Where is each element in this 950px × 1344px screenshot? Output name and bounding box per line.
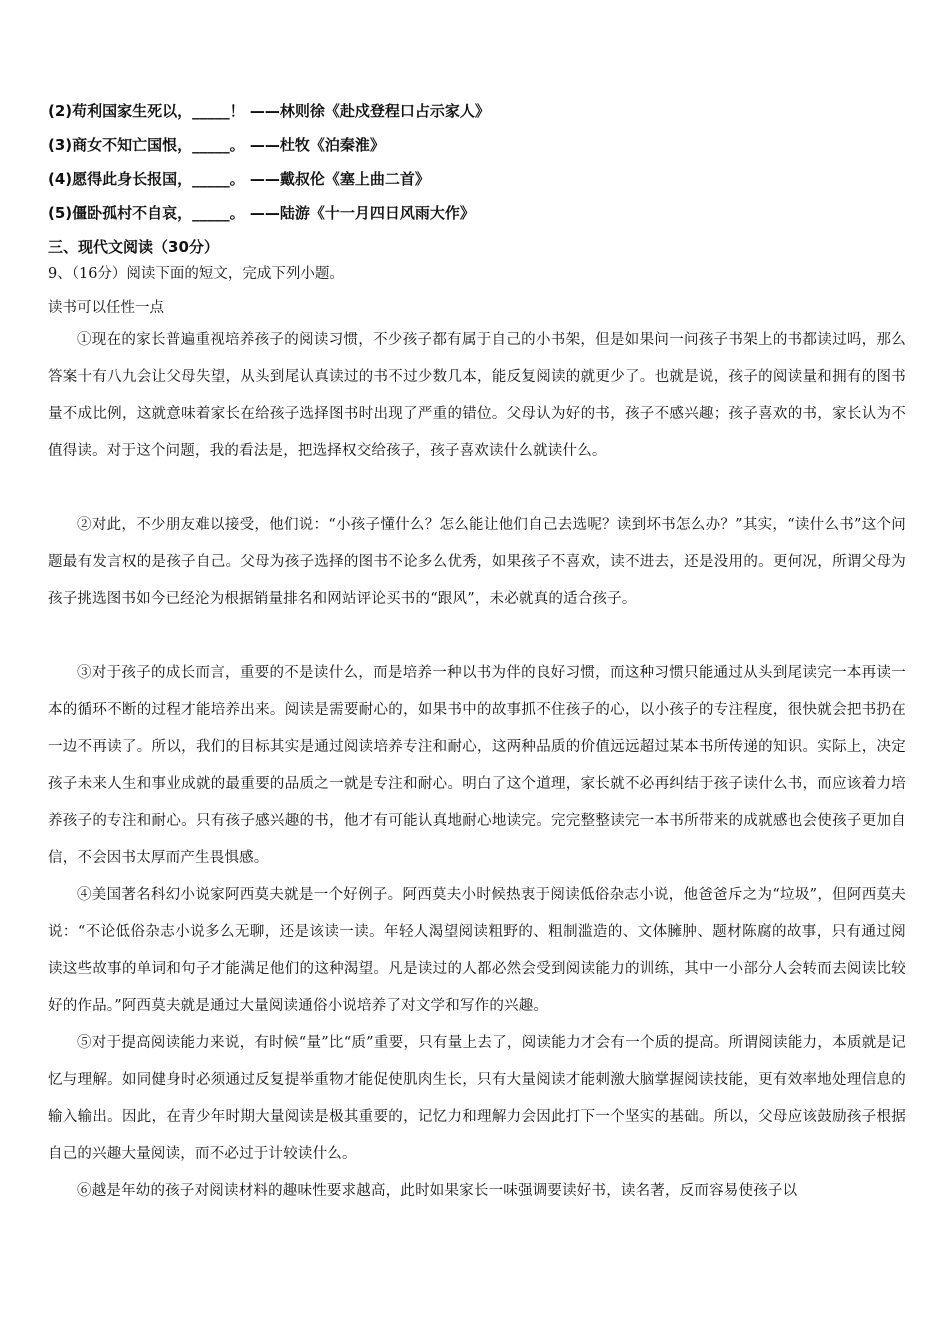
- paragraph-3: ③对于孩子的成长而言，重要的不是读什么，而是培养一种以书为伴的良好习惯，而这种习惯只能通过从头到尾读完一本再读一本的循环不断的过程才能培养出来。阅读是需要耐心的，如果书中的故事抓不住孩子的心，以小孩子的专注程度，很快就会把书扔在一边不再读了。所以，我们的目标其实是通过阅读培养专注和耐心，这两种品质的价值远远超过某本书所传递的知识。实际上，决定孩子未来人生和事业成就的最重要的品质之一就是专注和耐心。明白了这个道理，家长就不必再纠结于孩子读什么书，而应该着力培养孩子的专注和耐心。只有孩子感兴趣的书，他才有可能认真地耐心地读完。完完整整读完一本书所带来的成就感也会使孩子更加自信，不会因书太厚而产生畏惧感。: [48, 665, 906, 866]
- question-4: (4)愿得此身长报国，_____。 ——戴叔伦《塞上曲二首》: [48, 170, 430, 188]
- question-9-intro: 9、（16分）阅读下面的短文，完成下列小题。: [48, 266, 344, 282]
- question-2: (2)苟利国家生死以，_____！ ——林则徐《赴戍登程口占示家人》: [48, 102, 490, 120]
- paragraph-5: ⑤对于提高阅读能力来说，有时候“量”比“质”重要，只有量上去了，阅读能力才会有一个质的提高。所谓阅读能力，本质就是记忆与理解。如同健身时必须通过反复提举重物才能促使肌肉生长，只有大量阅读才能刺激大脑掌握阅读技能，更有效率地处理信息的输入输出。因此，在青少年时期大量阅读是极其重要的，记忆力和理解力会因此打下一个坚实的基础。所以，父母应该鼓励孩子根据自己的兴趣大量阅读，而不必过于计较读什么。: [48, 1035, 906, 1162]
- paragraph-6: ⑥越是年幼的孩子对阅读材料的趣味性要求越高，此时如果家长一味强调要读好书，读名著，反而容易使孩子以: [77, 1183, 798, 1199]
- paragraph-4: ④美国著名科幻小说家阿西莫夫就是一个好例子。阿西莫夫小时候热衷于阅读低俗杂志小说，他爸爸斥之为“垃圾”，但阿西莫夫说：“不论低俗杂志小说多么无聊，还是该读一读。年轻人渴望阅读粗野的、粗制滥造的、文体臃肿、题材陈腐的故事，只有通过阅读这些故事的单词和句子才能满足他们的这种渴望。凡是读过的人都必然会受到阅读能力的训练，其中一小部分人会转而去阅读比较好的作品。”阿西莫夫就是通过大量阅读通俗小说培养了对文学和写作的兴趣。: [48, 887, 906, 1014]
- article-title: 读书可以任性一点: [48, 300, 164, 316]
- paragraph-1: ①现在的家长普遍重视培养孩子的阅读习惯，不少孩子都有属于自己的小书架，但是如果问一问孩子书架上的书都读过吗，那么答案十有八九会让父母失望，从头到尾认真读过的书不过少数几本，能反复阅读的就更少了。也就是说，孩子的阅读量和拥有的图书量不成比例，这就意味着家长在给孩子选择图书时出现了严重的错位。父母认为好的书，孩子不感兴趣；孩子喜欢的书，家长认为不值得读。对于这个问题，我的看法是，把选择权交给孩子，孩子喜欢读什么就读什么。: [48, 332, 906, 459]
- section-title: 三、现代文阅读（30分）: [48, 238, 219, 256]
- question-5: (5)僵卧孤村不自哀，_____。 ——陆游《十一月四日风雨大作》: [48, 204, 475, 222]
- paragraph-2: ②对此，不少朋友难以接受，他们说：“小孩子懂什么？怎么能让他们自己去选呢？读到坏书怎么办？”其实，“读什么书”这个问题最有发言权的是孩子自己。父母为孩子选择的图书不论多么优秀，如果孩子不喜欢，读不进去，还是没用的。更何况，所谓父母为孩子挑选图书如今已经沦为根据销量排名和网站评论买书的“跟风”，未必就真的适合孩子。: [48, 517, 906, 607]
- question-3: (3)商女不知亡国恨，_____。 ——杜牧《泊秦淮》: [48, 136, 385, 154]
